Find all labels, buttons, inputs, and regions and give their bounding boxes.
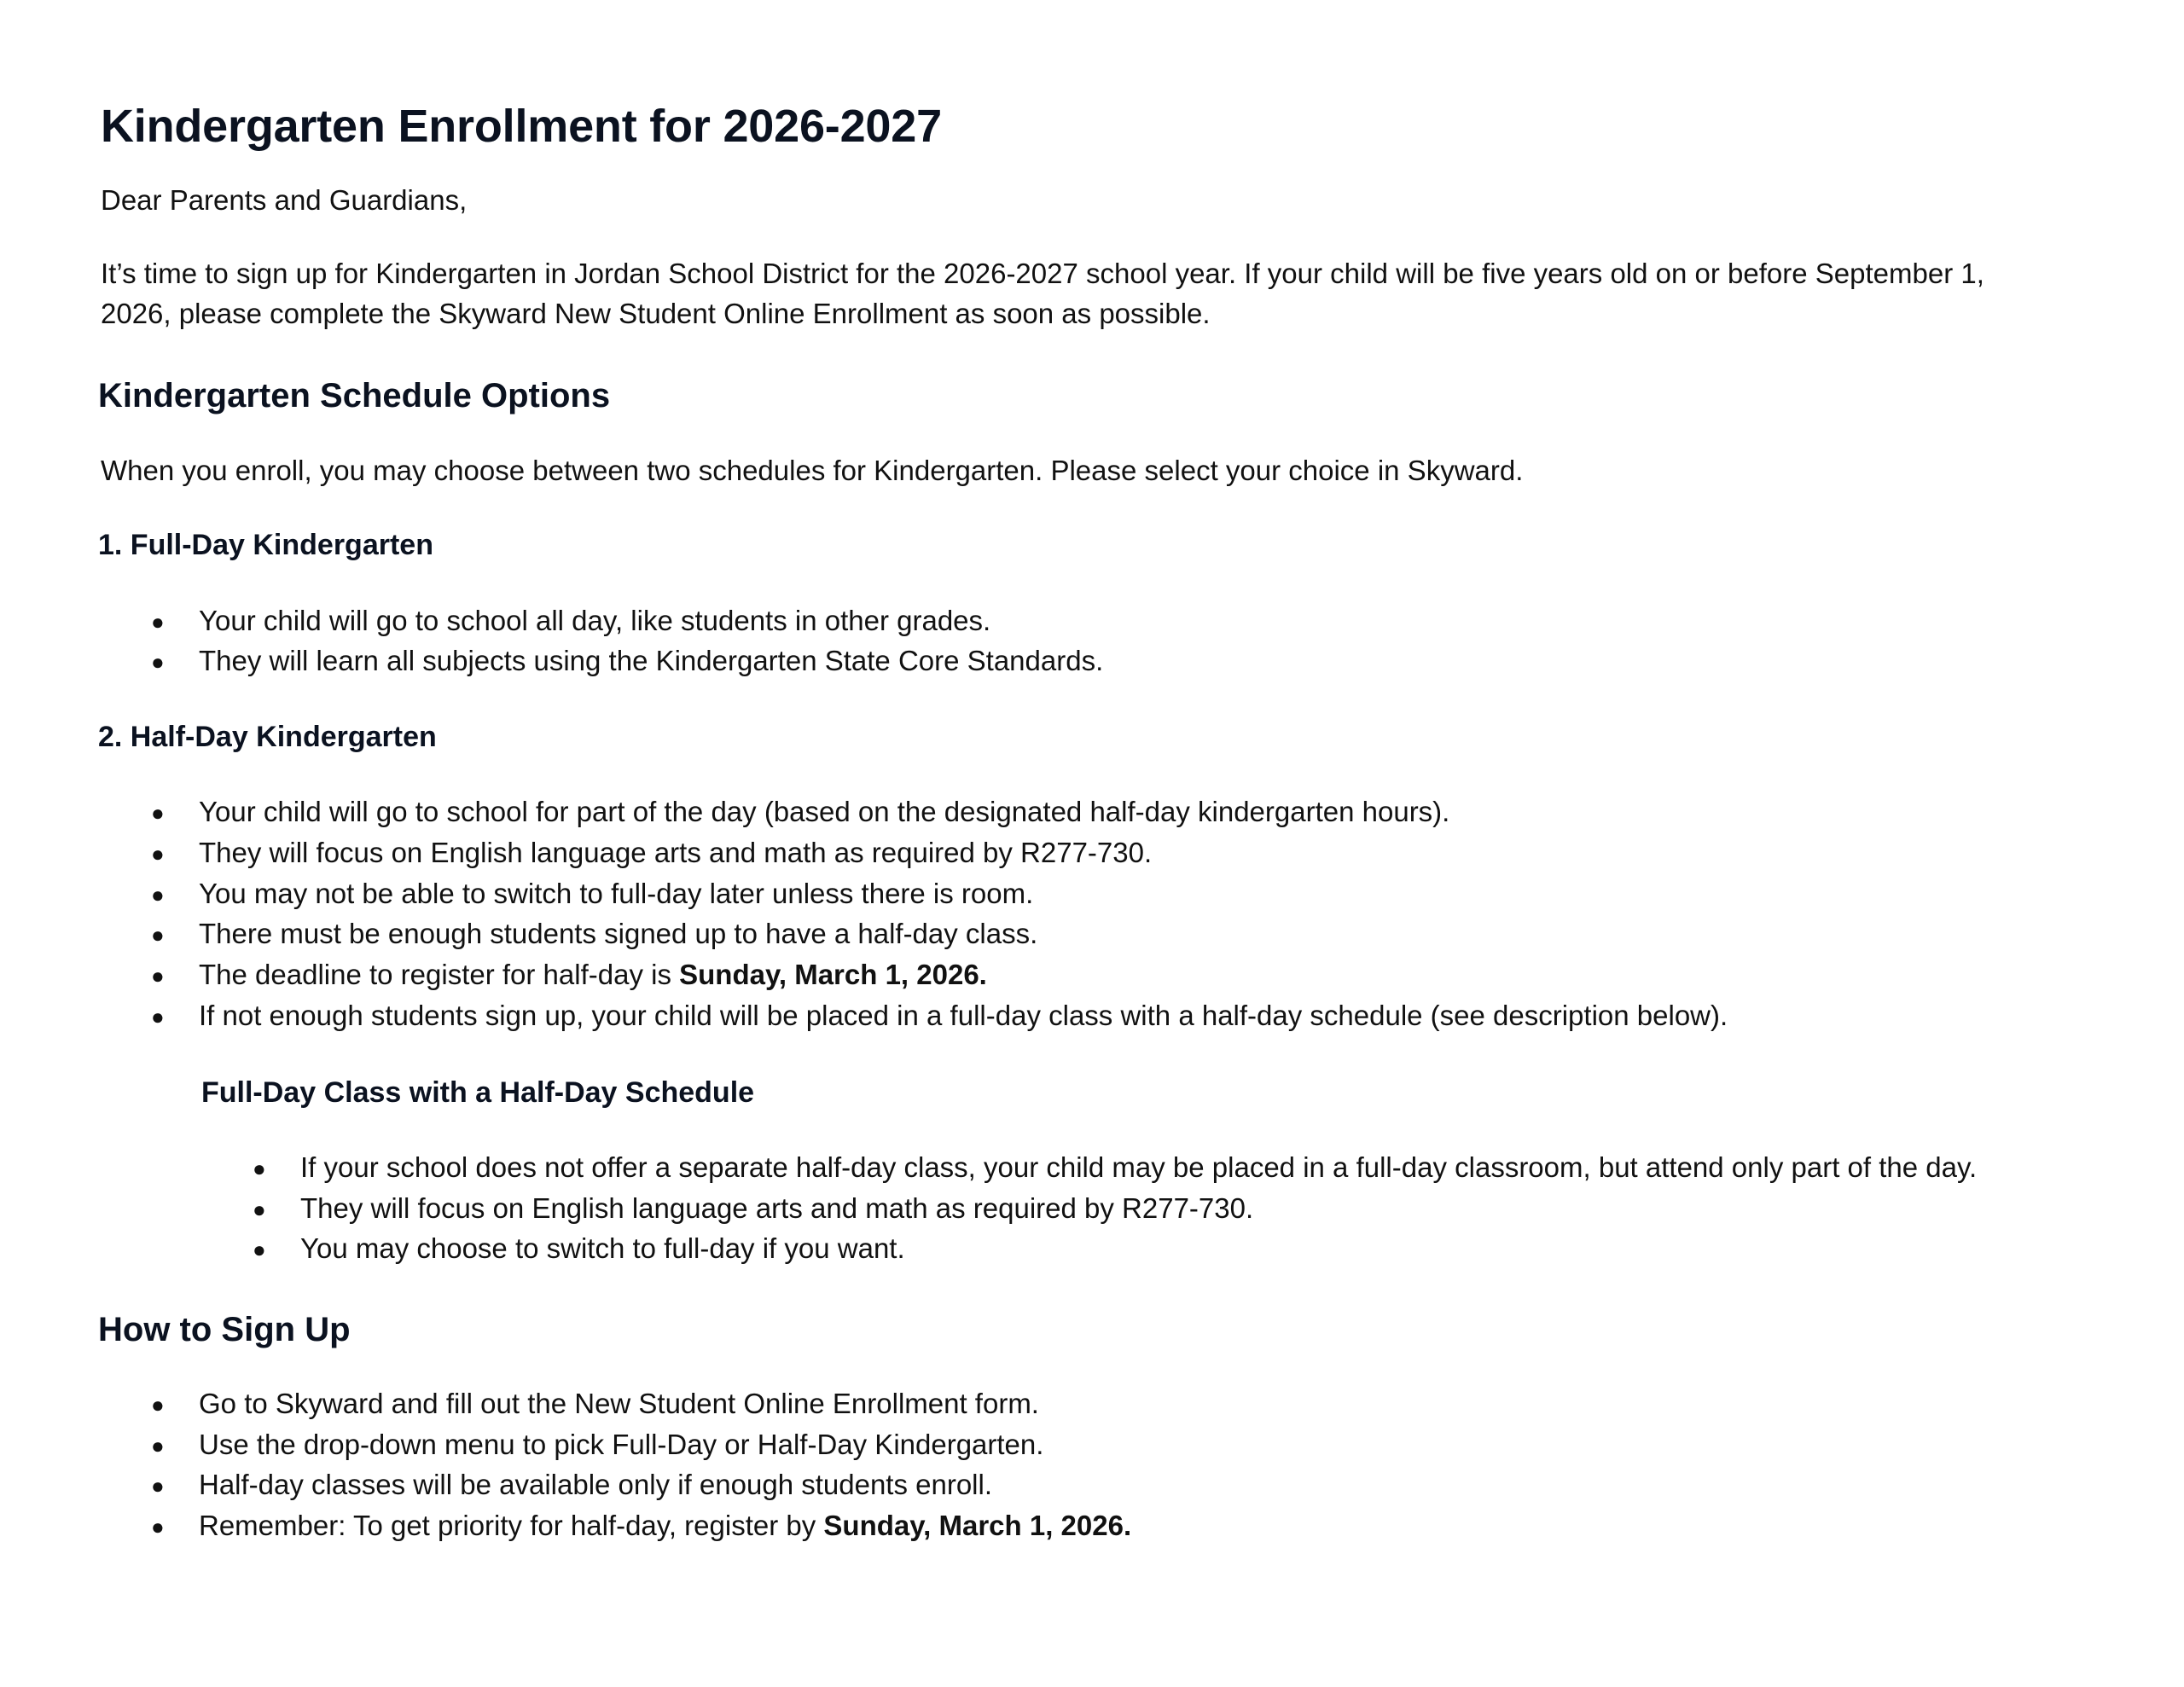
bullet-icon: ● (151, 1473, 165, 1499)
bullet-icon: ● (151, 1004, 165, 1029)
list-item: You may choose to switch to full-day if you want. (300, 1232, 905, 1264)
bullet-icon: ● (151, 649, 165, 675)
reminder-item (199, 1506, 1131, 1545)
schedule-options-intro: When you enroll, you may choose between two schedules for Kindergarten. Please select your choice in Skyward. (101, 455, 1524, 486)
list-item: There must be enough students signed up to have a half-day class. (199, 918, 1038, 949)
schedule-options-heading: Kindergarten Schedule Options (98, 377, 611, 415)
deadline-date: Sunday, March 1, 2026. (679, 959, 987, 990)
list-item: Half-day classes will be available only if enough students enroll. (199, 1469, 993, 1500)
list-item: Use the drop-down menu to pick Full-Day or Half-Day Kindergarten. (199, 1429, 1044, 1460)
half-day-heading: 2. Half-Day Kindergarten (98, 721, 437, 753)
full-day-heading: 1. Full-Day Kindergarten (98, 529, 433, 561)
deadline-prefix: The deadline to register for half-day is (199, 959, 680, 990)
bullet-icon: ● (151, 609, 165, 635)
bullet-icon: ● (253, 1197, 266, 1222)
hybrid-heading: Full-Day Class with a Half-Day Schedule (201, 1076, 755, 1109)
bullet-icon: ● (151, 1433, 165, 1458)
bullet-icon: ● (151, 882, 165, 907)
reminder-prefix: Remember: To get priority for half-day, register by (199, 1510, 824, 1541)
page-title: Kindergarten Enrollment for 2026-2027 (101, 101, 942, 152)
bullet-icon: ● (151, 841, 165, 867)
bullet-icon: ● (151, 922, 165, 948)
list-item: They will learn all subjects using the Kindergarten State Core Standards. (199, 645, 1104, 676)
list-item: You may not be able to switch to full-day later unless there is room. (199, 878, 1034, 909)
bullet-icon: ● (151, 963, 165, 988)
list-item: Go to Skyward and fill out the New Student Online Enrollment form. (199, 1388, 1039, 1419)
bullet-icon: ● (151, 1514, 165, 1539)
list-item: Your child will go to school all day, like students in other grades. (199, 605, 991, 636)
bullet-icon: ● (253, 1237, 266, 1262)
intro-line-2: 2026, please complete the Skyward New Student Online Enrollment as soon as possible. (101, 298, 1211, 329)
bullet-icon: ● (151, 1392, 165, 1417)
bullet-icon: ● (253, 1156, 266, 1181)
reminder-date: Sunday, March 1, 2026. (823, 1510, 1132, 1541)
bullet-icon: ● (151, 800, 165, 826)
list-item: If your school does not offer a separate half-day class, your child may be placed in a full-day classroom, but attend only part of the day. (300, 1151, 1978, 1183)
list-item: Your child will go to school for part of the day (based on the designated half-day kindergarten hours). (199, 796, 1450, 827)
intro-line-1: It’s time to sign up for Kindergarten in Jordan School District for the 2026-2027 school year. If your child will be five years old on or before September 1, (101, 258, 1984, 289)
list-item: They will focus on English language arts and math as required by R277-730. (199, 837, 1153, 868)
sign-up-heading: How to Sign Up (98, 1311, 351, 1348)
deadline-item (199, 955, 987, 994)
greeting: Dear Parents and Guardians, (101, 184, 468, 216)
list-item: They will focus on English language arts and math as required by R277-730. (300, 1192, 1254, 1224)
list-item: If not enough students sign up, your child will be placed in a full-day class with a half-day schedule (see description below). (199, 1000, 1728, 1031)
